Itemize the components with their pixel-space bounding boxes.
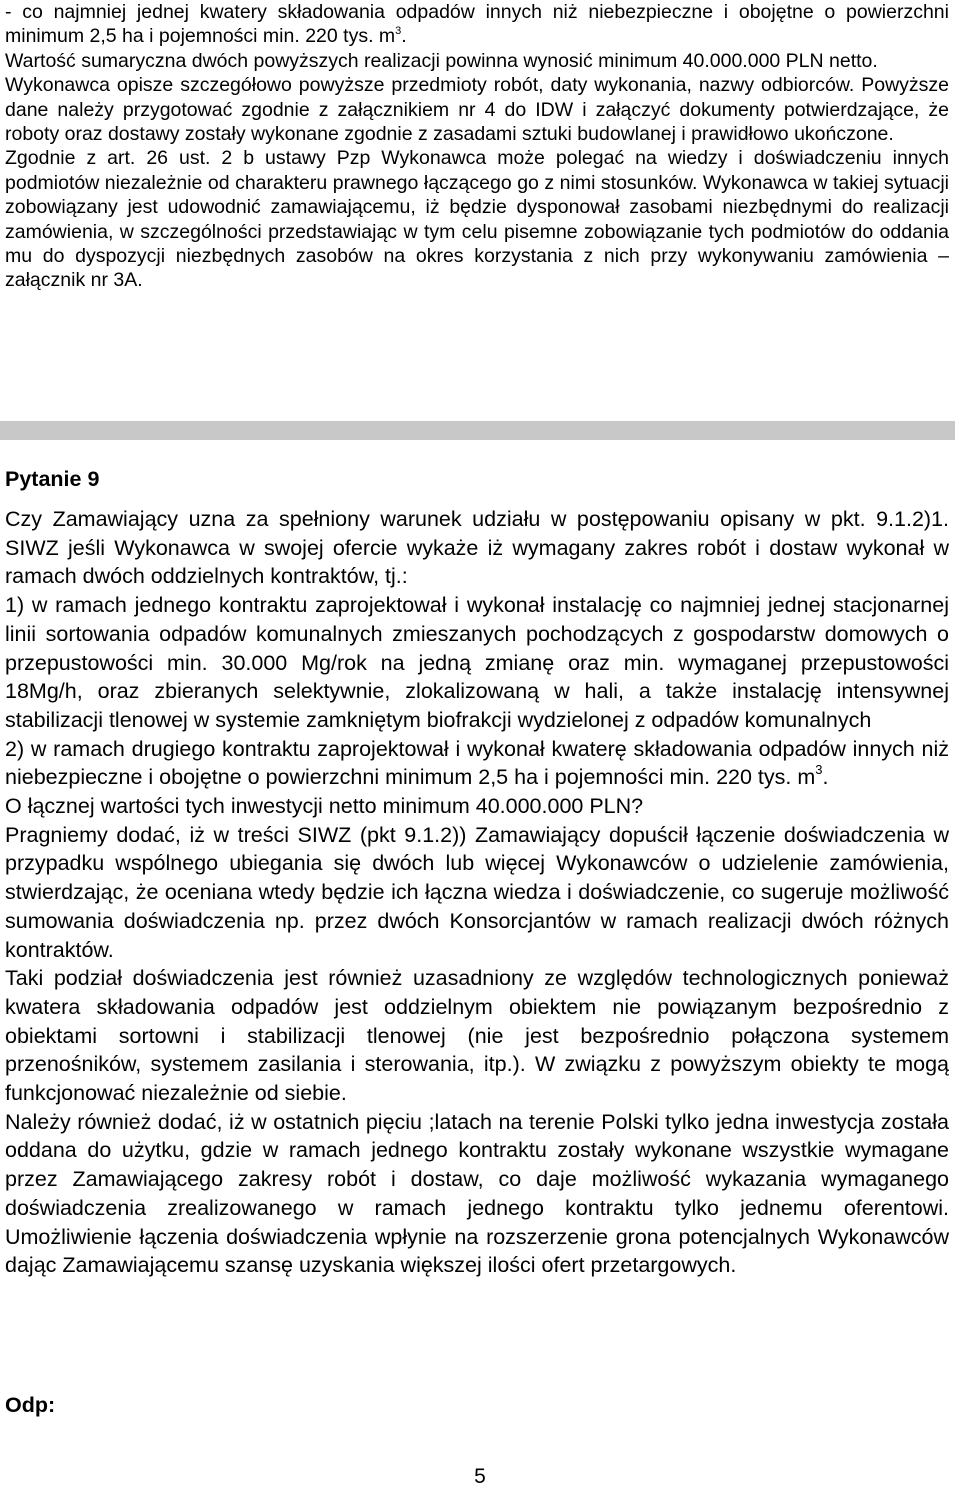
paragraph: 2) w ramach drugiego kontraktu zaprojektował i wykonał kwaterę składowania odpadów innych niż niebezpieczne i obojętne o powierzchni minimum 2,5 ha i pojemności min. 220 tys. $m^3$. (5, 736, 949, 790)
paragraph: Pragniemy dodać, iż w treści SIWZ (pkt 9.1.2)) Zamawiający dopuścił łączenie doświadczenia w przypadku wspólnego ubiegania się dwóch lub więcej Wykonawców o udzielenie zamówienia, stwierdzając, że oceniana wtedy będzie ich łączna wiedza i doświadczenie, co sugeruje możliwość sumowania doświadczenia np. przez dwóch Konsorcjantów w ramach realizacji dwóch różnych kontraktów. (5, 822, 949, 962)
superscript: 3 (815, 762, 823, 778)
question-heading: Pytanie 9 (5, 467, 100, 491)
answer-label: Odp: (5, 1393, 56, 1417)
previous-answer-text (5, 0, 949, 293)
paragraph: Czy Zamawiający uzna za spełniony warunek udziału w postępowaniu opisany w pkt. 9.1.2)1. SIWZ jeśli Wykonawca w swojej ofercie wykaże iż wymagany zakres robót i dostaw wykonał w ramach dwóch oddzielnych kontraktów, tj.: (5, 507, 949, 589)
paragraph: Wykonawca opisze szczegółowo powyższe przedmioty robót, daty wykonania, nazwy odbiorców. Powyższe dane należy przygotować zgodnie z załącznikiem nr 4 do IDW i załączyć dokumenty potwierdzające, że roboty oraz dostawy zostały wykonane zgodnie z zasadami sztuki budowlanej i prawidłowo ukończone. (5, 74, 949, 146)
paragraph: - co najmniej jednej kwatery składowania odpadów innych niż niebezpieczne i obojętne o powierzchni minimum 2,5 ha i pojemności min. 220 tys. $m^3$. (5, 1, 949, 48)
superscript: 3 (395, 25, 402, 38)
paragraph: O łącznej wartości tych inwestycji netto minimum 40.000.000 PLN? (5, 794, 644, 819)
page-number: 5 (474, 1465, 486, 1488)
paragraph: Należy również dodać, iż w ostatnich pięciu ;latach na terenie Polski tylko jedna inwestycja została oddana do użytku, gdzie w ramach jednego kontraktu zostały wykonane wszystkie wymagane przez Zamawiającego zakresy robót i dostaw, co daje możliwość wykazania wymaganego doświadczenia zrealizowanego w ramach jednego kontraktu tylko jednemu oferentowi. Umożliwienie łączenia doświadczenia wpłynie na rozszerzenie grona potencjalnych Wykonawców dając Zamawiającemu szansę uzyskania większej ilości ofert przetargowych. (5, 1109, 949, 1278)
paragraph: Wartość sumaryczna dwóch powyższych realizacji powinna wynosić minimum 40.000.000 PLN netto. (5, 49, 878, 72)
document-page (5, 0, 949, 293)
paragraph: Taki podział doświadczenia jest również uzasadniony ze względów technologicznych ponieważ kwatera składowania odpadów jest oddzielnym obiektem nie powiązanym bezpośrednio z obiektami sortowni i stabilizacji tlenowej (nie jest bezpośrednio połączona systemem przenośników, systemem zasilania i sterowania, itp.). W związku z powyższym obiekty te mogą funkcjonować niezależnie od siebie. (5, 966, 949, 1106)
paragraph: Zgodnie z art. 26 ust. 2 b ustawy Pzp Wykonawca może polegać na wiedzy i doświadczeniu innych podmiotów niezależnie od charakteru prawnego łączącego go z nimi stosunków. Wykonawca w takiej sytuacji zobowiązany jest udowodnić zamawiającemu, iż będzie dysponował zasobami niezbędnymi do realizacji zamówienia, w szczególności przedstawiając w tym celu pisemne zobowiązanie tych podmiotów do oddania mu do dyspozycji niezbędnych zasobów na okres korzystania z nich przy wykonywaniu zamówienia – załącznik nr 3A. (5, 147, 949, 292)
question-section (5, 465, 949, 1280)
paragraph: 1) w ramach jednego kontraktu zaprojektował i wykonał instalację co najmniej jednej stacjonarnej linii sortowania odpadów komunalnych zmieszanych pochodzących z gospodarstw domowych o przepustowości min. 30.000 Mg/rok na jedną zmianę oraz min. wymaganej przepustowości 18Mg/h, oraz zbieranych selektywnie, zlokalizowaną w hali, a także instalację intensywnej stabilizacji tlenowej w systemie zamkniętym biofrakcji wydzielonej z odpadów komunalnych (5, 593, 949, 732)
section-divider (0, 421, 955, 440)
